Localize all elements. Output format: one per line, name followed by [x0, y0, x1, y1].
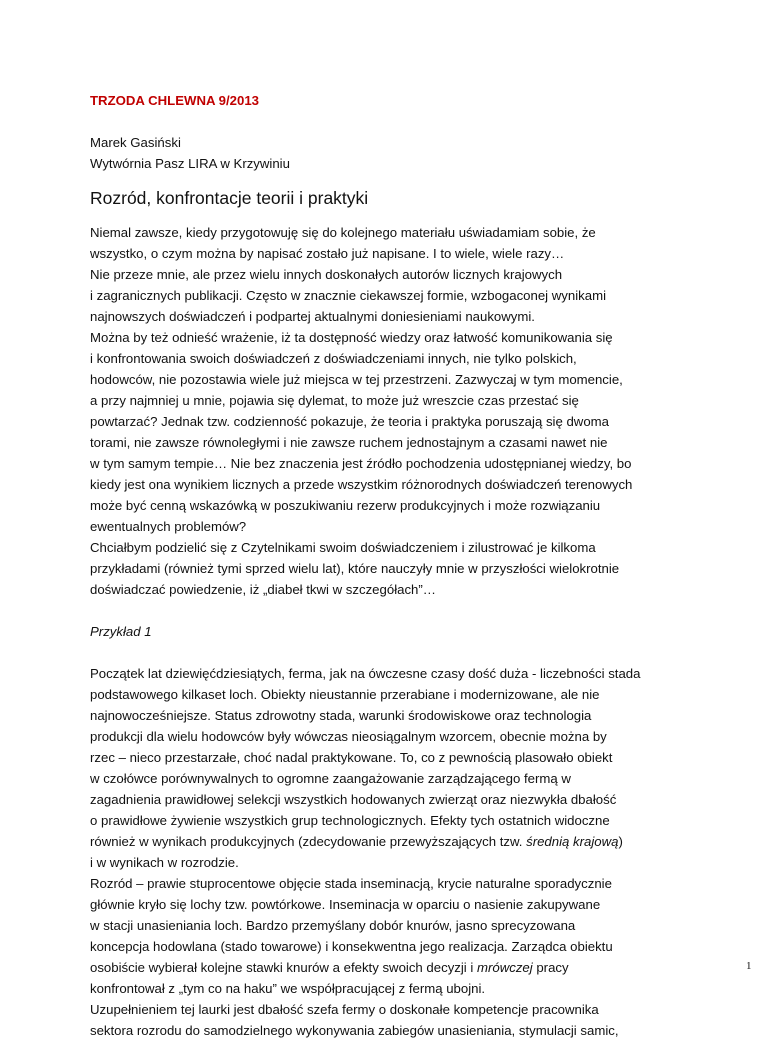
spacer	[90, 642, 690, 663]
text-line: najnowocześniejsze. Status zdrowotny stada, warunki środowiskowe oraz technologia	[90, 708, 592, 723]
text-line: Chciałbym podzielić się z Czytelnikami swoim doświadczeniem i zilustrować je kilkoma	[90, 540, 596, 555]
text-line: produkcji dla wielu hodowców były wówczas nieosiągalnym wzorcem, obecnie można by	[90, 729, 607, 744]
page-number: 1	[746, 960, 752, 972]
text-span: )	[618, 834, 623, 849]
document-page	[90, 90, 690, 1041]
author-name: Marek Gasiński	[90, 135, 181, 150]
text-line: i w wynikach w rozrodzie.	[90, 855, 239, 870]
text-span: pracy	[532, 960, 569, 975]
text-line: w czołówce porównywalnych to ogromne zaangażowanie zarządzającego fermą w	[90, 771, 571, 786]
text-line: torami, nie zawsze równoległymi i nie zawsze ruchem jednostajnym a czasami nawet nie	[90, 435, 608, 450]
text-line: kiedy jest ona wynikiem licznych a przede wszystkim różnorodnych doświadczeń terenowych	[90, 477, 633, 492]
text-line: koncepcja hodowlana (stado towarowe) i konsekwentna jego realizacja. Zarządca obiektu	[90, 939, 613, 954]
text-line: podstawowego kilkaset loch. Obiekty nieustannie przerabiane i modernizowane, ale nie	[90, 687, 600, 702]
text-line: hodowców, nie pozostawia wiele już miejsca w tej przestrzeni. Zazwyczaj w tym momencie,	[90, 372, 623, 387]
text-line: w stacji unasieniania loch. Bardzo przemyślany dobór knurów, jasno sprecyzowana	[90, 918, 576, 933]
example-paragraph-2	[90, 873, 690, 999]
text-line: Uzupełnieniem tej laurki jest dbałość szefa fermy o doskonałe kompetencje pracownika	[90, 1002, 599, 1017]
text-line: Niemal zawsze, kiedy przygotowuję się do kolejnego materiału uświadamiam sobie, że	[90, 225, 596, 240]
text-span: osobiście wybierał kolejne stawki knurów a efekty swoich decyzji i	[90, 960, 477, 975]
article-title: Rozród, konfrontacje teorii i praktyki	[90, 188, 369, 208]
text-line: najnowszych doświadczeń i podpartej aktualnymi doniesieniami naukowymi.	[90, 309, 535, 324]
emphasis-text: mrówczej	[477, 960, 533, 975]
text-line: Nie przeze mnie, ale przez wielu innych doskonałych autorów licznych krajowych	[90, 267, 563, 282]
text-line: zagadnienia prawidłowej selekcji wszystkich hodowanych zwierząt oraz niezwykła dbałość	[90, 792, 617, 807]
text-line: Rozród – prawie stuprocentowe objęcie stada inseminacją, krycie naturalne sporadycznie	[90, 876, 612, 891]
text-line: rzec – nieco przestarzałe, choć nadal praktykowane. To, co z pewnością plasowało obiekt	[90, 750, 613, 765]
example-paragraph-3	[90, 999, 690, 1041]
text-line: głównie kryło się lochy tzw. powtórkowe. Inseminacja w oparciu o nasienie zakupywane	[90, 897, 601, 912]
emphasis-text: średnią krajową	[526, 834, 619, 849]
text-line	[90, 831, 690, 852]
text-line: i zagranicznych publikacji. Często w znacznie ciekawszej formie, wzbogaconej wynikami	[90, 288, 606, 303]
text-line: sektora rozrodu do samodzielnego wykonywania zabiegów unasieniania, stymulacji samic,	[90, 1023, 619, 1038]
text-line: w tym samym tempie… Nie bez znaczenia jest źródło pochodzenia udostępnianej wiedzy, bo	[90, 456, 632, 471]
text-line: przykładami (również tymi sprzed wielu lat), które nauczyły mnie w przyszłości wielokrotnie	[90, 561, 620, 576]
text-line: o prawidłowe żywienie wszystkich grup technologicznych. Efekty tych ostatnich widoczne	[90, 813, 610, 828]
text-line: Można by też odnieść wrażenie, iż ta dostępność wiedzy oraz łatwość komunikowania się	[90, 330, 613, 345]
text-line: może być cenną wskazówką w poszukiwaniu rezerw produkcyjnych i może rozwiązaniu	[90, 498, 601, 513]
text-line: powtarzać? Jednak tzw. codzienność pokazuje, że teoria i praktyka poruszają się dwoma	[90, 414, 609, 429]
author-affiliation: Wytwórnia Pasz LIRA w Krzywiniu	[90, 156, 290, 171]
text-line: i konfrontowania swoich doświadczeń z doświadczeniami innych, nie tylko polskich,	[90, 351, 577, 366]
spacer	[90, 600, 690, 621]
text-line: wszystko, o czym można by napisać zostało już napisane. I to wiele, wiele razy…	[90, 246, 565, 261]
example-paragraph-1	[90, 663, 690, 873]
text-line: a przy najmniej u mnie, pojawia się dylemat, to może już wreszcie czas przestać się	[90, 393, 579, 408]
text-line: Początek lat dziewięćdziesiątych, ferma, jak na ówczesne czasy dość duża - liczebności stada	[90, 666, 641, 681]
text-line: doświadczać powiedzenie, iż „diabeł tkwi w szczegółach”…	[90, 582, 436, 597]
intro-paragraph	[90, 222, 690, 600]
spacer	[90, 111, 690, 132]
journal-header: TRZODA CHLEWNA 9/2013	[90, 93, 260, 108]
text-line	[90, 957, 690, 978]
example-heading: Przykład 1	[90, 624, 152, 639]
text-span: również w wynikach produkcyjnych (zdecydowanie przewyższających tzw.	[90, 834, 527, 849]
text-line: konfrontował z „tym co na haku” we współpracującej z fermą ubojni.	[90, 981, 486, 996]
text-line: ewentualnych problemów?	[90, 519, 247, 534]
